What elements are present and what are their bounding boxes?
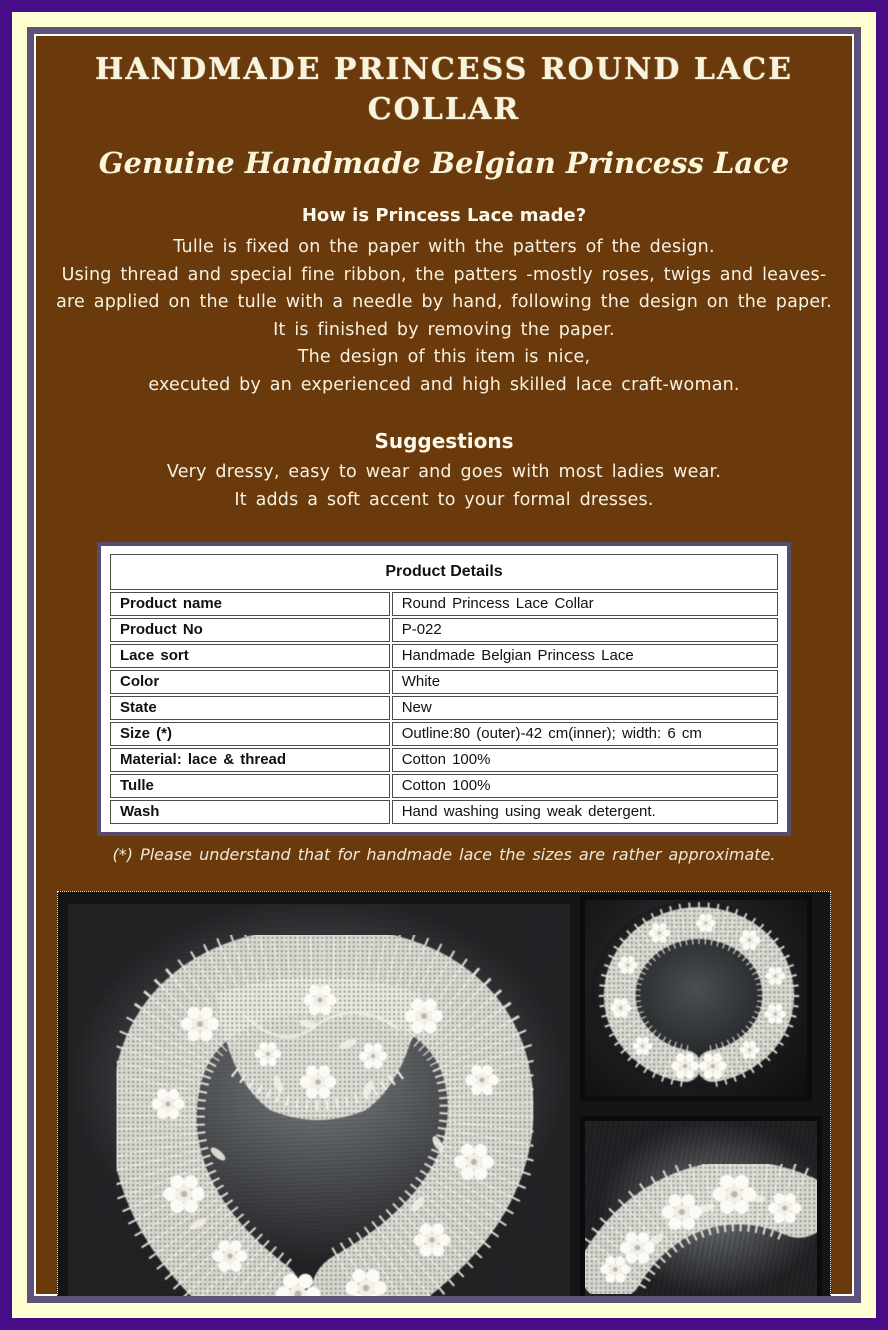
purple-frame bbox=[27, 27, 861, 1303]
table-row bbox=[110, 618, 778, 642]
product-photos bbox=[57, 891, 831, 1303]
row-value: White bbox=[392, 670, 778, 694]
row-value: P-022 bbox=[392, 618, 778, 642]
table-row bbox=[110, 774, 778, 798]
listing-content bbox=[34, 34, 854, 1296]
how-made-heading: How is Princess Lace made? bbox=[301, 205, 587, 226]
how-made-line: The design of this item is nice, bbox=[297, 347, 591, 367]
suggestions-line: Very dressy, easy to wear and goes with most ladies wear. bbox=[166, 462, 722, 482]
table-row bbox=[110, 800, 778, 824]
row-label: Color bbox=[110, 670, 390, 694]
row-value: Cotton 100% bbox=[392, 774, 778, 798]
suggestions-line: It adds a soft accent to your formal dresses. bbox=[234, 489, 654, 510]
how-made-line: are applied on the tulle with a needle by hand, following the design on the paper. bbox=[56, 292, 832, 312]
how-made-line: executed by an experienced and high skilled lace craft-woman. bbox=[148, 374, 740, 395]
table-title: Product Details bbox=[110, 554, 778, 590]
photo-collar-full-view bbox=[580, 895, 812, 1101]
table-row bbox=[110, 592, 778, 616]
how-made-line: It is finished by removing the paper. bbox=[273, 319, 615, 340]
row-value: New bbox=[392, 696, 778, 720]
row-label: State bbox=[110, 696, 390, 720]
lace-collar-illustration bbox=[68, 904, 570, 1303]
size-footnote: (*) Please understand that for handmade lace the sizes are rather approximate. bbox=[112, 845, 776, 864]
table-row bbox=[110, 748, 778, 772]
page-subtitle: Genuine Handmade Belgian Princess Lace bbox=[98, 146, 790, 180]
suggestions-heading: Suggestions bbox=[374, 429, 514, 453]
row-value: Hand washing using weak detergent. bbox=[392, 800, 778, 824]
row-value: Outline:80 (outer)-42 cm(inner); width: 6 cm bbox=[392, 722, 778, 746]
how-made-line: Tulle is fixed on the paper with the patters of the design. bbox=[173, 237, 715, 257]
cream-mat bbox=[12, 12, 876, 1318]
row-label: Product name bbox=[110, 592, 390, 616]
table-row bbox=[110, 696, 778, 720]
row-label: Material: lace & thread bbox=[110, 748, 390, 772]
suggestions-paragraph bbox=[34, 459, 854, 514]
table-row bbox=[110, 670, 778, 694]
how-made-line: Using thread and special fine ribbon, the patters -mostly roses, twigs and leaves- bbox=[61, 264, 827, 285]
row-label: Product No bbox=[110, 618, 390, 642]
photo-collar-front-closeup bbox=[68, 904, 570, 1303]
lace-detail-illustration bbox=[585, 1121, 817, 1303]
row-label: Wash bbox=[110, 800, 390, 824]
product-details-table bbox=[97, 542, 791, 836]
table-header-row bbox=[110, 554, 778, 590]
how-made-paragraph bbox=[34, 234, 854, 399]
lace-ring-illustration bbox=[585, 900, 807, 1096]
row-value: Round Princess Lace Collar bbox=[392, 592, 778, 616]
table-row bbox=[110, 644, 778, 668]
photo-collar-end-detail bbox=[580, 1116, 822, 1303]
table-row bbox=[110, 722, 778, 746]
row-label: Lace sort bbox=[110, 644, 390, 668]
row-value: Handmade Belgian Princess Lace bbox=[392, 644, 778, 668]
row-label: Tulle bbox=[110, 774, 390, 798]
page-title: HANDMADE PRINCESS ROUND LACE COLLAR bbox=[95, 52, 793, 127]
row-label: Size (*) bbox=[110, 722, 390, 746]
row-value: Cotton 100% bbox=[392, 748, 778, 772]
